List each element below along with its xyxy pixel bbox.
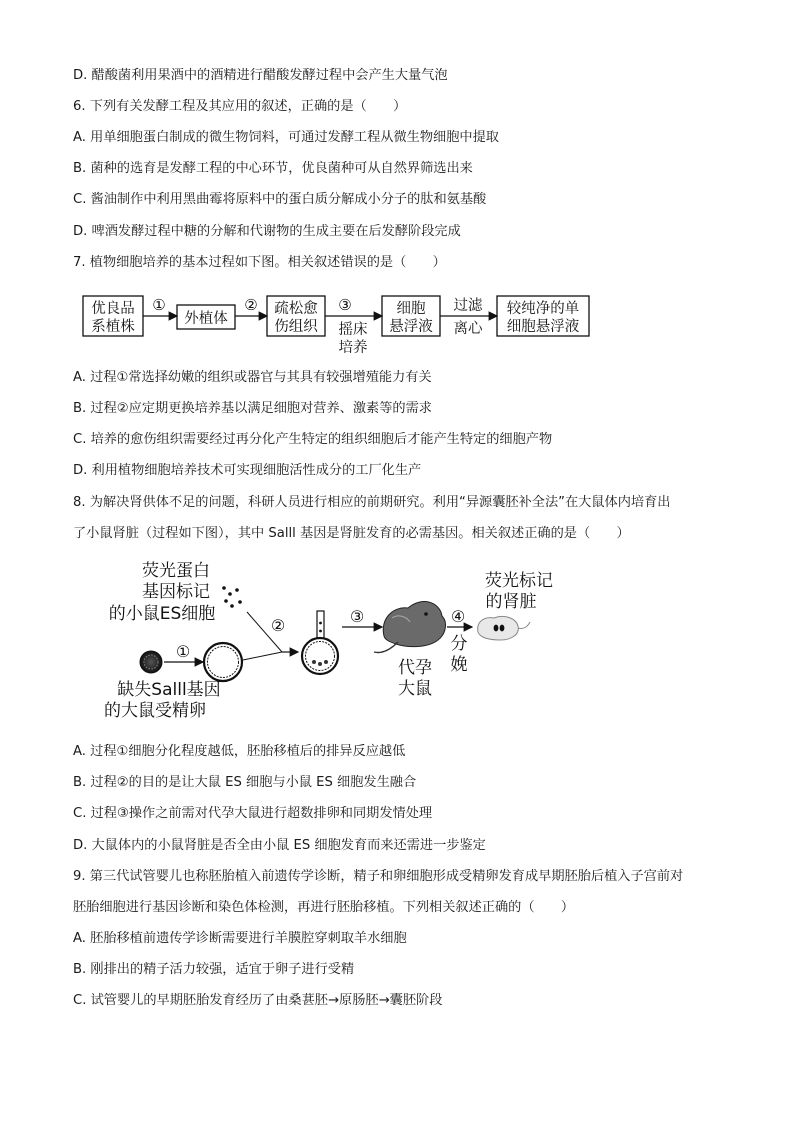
q7-option-d: D. 利用植物细胞培养技术可实现细胞活性成分的工厂化生产 — [73, 463, 422, 478]
q7-option-c: C. 培养的愈伤组织需要经过再分化产生特定的组织细胞后才能产生特定的细胞产物 — [73, 432, 553, 447]
svg-text:的大鼠受精卵: 的大鼠受精卵 — [104, 701, 206, 721]
svg-text:娩: 娩 — [450, 655, 468, 675]
q8-stem-line-1: 8. 为解决肾供体不足的问题，科研人员进行相应的前期研究。利用“异源囊胚补全法”在大鼠体内培育出 — [73, 495, 671, 510]
q8-option-c: C. 过程③操作之前需对代孕大鼠进行超数排卵和同期发情处理 — [73, 806, 433, 821]
svg-text:疏松愈: 疏松愈 — [274, 301, 318, 317]
q6-option-b: B. 菌种的选育是发酵工程的中心环节，优良菌种可从自然界筛选出来 — [73, 161, 473, 176]
box-elite-plant — [83, 296, 143, 336]
box-loose-callus — [267, 296, 325, 336]
box-pure-single-cell-suspension — [497, 296, 589, 336]
mouse-es-cell-label — [109, 561, 216, 624]
q9-stem-line-1: 9. 第三代试管婴儿也称胚胎植入前遗传学诊断，精子和卵细胞形成受精卵发育成早期胚胎后植入子宫前对 — [73, 869, 684, 884]
step-2-label: ② — [270, 616, 286, 635]
fertilized-egg-label — [104, 680, 221, 721]
svg-text:系植株: 系植株 — [91, 319, 135, 335]
svg-text:荧光蛋白: 荧光蛋白 — [142, 561, 210, 581]
svg-text:培养: 培养 — [338, 340, 368, 356]
q8-option-a: A. 过程①细胞分化程度越低，胚胎移植后的排异反应越低 — [73, 744, 406, 759]
filter-centrifuge-label: 过滤 — [453, 298, 483, 314]
q6-option-d: D. 啤酒发酵过程中糖的分解和代谢物的生成主要在后发酵阶段完成 — [73, 224, 461, 239]
step-1-label: ① — [152, 296, 166, 314]
q8-option-b: B. 过程②的目的是让大鼠 ES 细胞与小鼠 ES 细胞发生融合 — [73, 775, 417, 790]
svg-text:基因标记: 基因标记 — [142, 582, 210, 602]
q7-option-a: A. 过程①常选择幼嫩的组织或器官与其具有较强增殖能力有关 — [73, 370, 432, 385]
delivery-label: 分 — [450, 634, 468, 654]
step-3-label: ③ — [338, 296, 352, 314]
step-1-label: ① — [175, 642, 191, 661]
surrogate-rat-label: 代孕 — [398, 658, 432, 678]
surrogate-rat-icon — [374, 602, 445, 653]
q9-option-b: B. 刚排出的精子活力较强，适宜于卵子进行受精 — [73, 962, 355, 977]
plant-culture-flow-diagram — [80, 288, 600, 360]
step-2-label: ② — [244, 296, 258, 314]
fertilized-egg-icon — [140, 651, 162, 673]
q9-stem-line-2: 胚胎细胞进行基因诊断和染色体检测，再进行胚胎移植。下列相关叙述正确的（ ） — [73, 900, 575, 915]
blastocyst-icon — [204, 643, 242, 681]
svg-text:的肾脏: 的肾脏 — [485, 592, 537, 612]
q5-option-d: D. 醋酸菌利用果酒中的酒精进行醋酸发酵过程中会产生大量气泡 — [73, 68, 448, 83]
q7-stem: 7. 植物细胞培养的基本过程如下图。相关叙述错误的是（ ） — [73, 255, 446, 270]
svg-text:悬浮液: 悬浮液 — [389, 319, 433, 335]
svg-text:大鼠: 大鼠 — [398, 679, 432, 699]
q8-option-d: D. 大鼠体内的小鼠肾脏是否全由小鼠 ES 细胞发育而来还需进一步鉴定 — [73, 838, 486, 853]
svg-text:较纯净的单: 较纯净的单 — [506, 301, 580, 317]
step-4-label: ④ — [450, 607, 466, 626]
blastocyst-complementation-diagram — [80, 556, 600, 726]
q9-option-a: A. 胚胎移植前遗传学诊断需要进行羊膜腔穿刺取羊水细胞 — [73, 931, 407, 946]
q9-option-c: C. 试管婴儿的早期胚胎发育经历了由桑葚胚→原肠胚→囊胚阶段 — [73, 993, 443, 1008]
q6-option-c: C. 酱油制作中利用黑曲霉将原料中的蛋白质分解成小分子的肽和氨基酸 — [73, 192, 487, 207]
svg-text:优良品: 优良品 — [91, 301, 135, 317]
shaker-culture-label: 摇床 — [338, 322, 368, 338]
injected-blastocyst-icon — [302, 611, 338, 674]
svg-text:的小鼠ES细胞: 的小鼠ES细胞 — [108, 604, 216, 624]
q7-option-b: B. 过程②应定期更换培养基以满足细胞对营养、激素等的需求 — [73, 401, 432, 416]
step-3-label: ③ — [349, 607, 365, 626]
box-cell-suspension — [382, 296, 440, 336]
svg-text:细胞: 细胞 — [396, 301, 426, 317]
svg-text:伤组织: 伤组织 — [274, 319, 318, 335]
svg-text:缺失Salll基因: 缺失Salll基因 — [117, 680, 221, 700]
q8-stem-line-2: 了小鼠肾脏（过程如下图），其中 Salll 基因是肾脏发育的必需基因。相关叙述正确的是（ ） — [73, 526, 630, 541]
q6-stem: 6. 下列有关发酵工程及其应用的叙述，正确的是（ ） — [73, 99, 407, 114]
svg-text:外植体: 外植体 — [184, 311, 228, 327]
es-cells-icon — [222, 586, 242, 608]
box-explant — [177, 305, 235, 329]
svg-text:离心: 离心 — [453, 321, 483, 337]
q6-option-a: A. 用单细胞蛋白制成的微生物饲料，可通过发酵工程从微生物细胞中提取 — [73, 130, 499, 145]
pup-with-kidneys-icon — [478, 616, 530, 640]
svg-text:细胞悬浮液: 细胞悬浮液 — [506, 319, 580, 335]
fluorescent-kidney-label: 荧光标记 — [485, 571, 553, 591]
